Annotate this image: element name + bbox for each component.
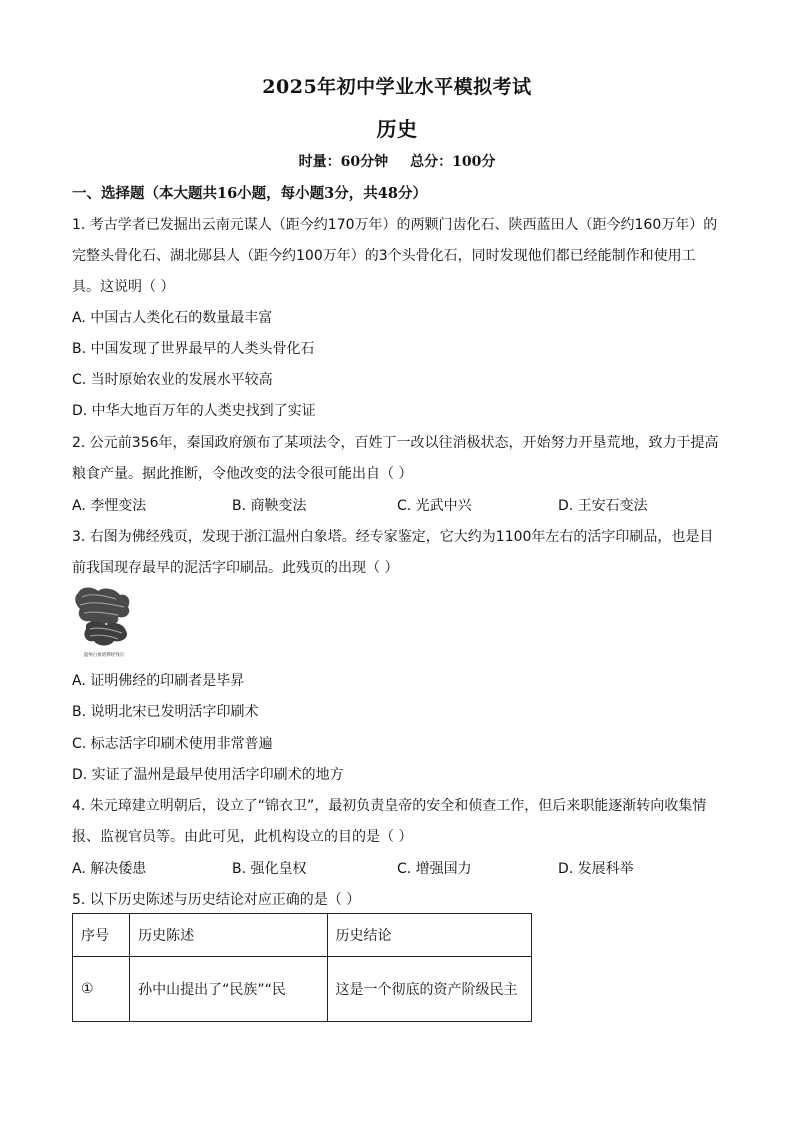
q2-line-1: 2. 公元前356年，秦国政府颁布了某项法令，百姓丁一改以往消极状态，开始努力开垦荒地，致力于提高: [72, 435, 719, 451]
q2-option-b: B. 商鞅变法: [232, 498, 307, 514]
q3-line-1: 3. 右图为佛经残页，发现于浙江温州白象塔。经专家鉴定，它大约为1100年左右的活字印刷品，也是目: [72, 529, 714, 545]
q1-option-d: D. 中华大地百万年的人类史找到了实证: [72, 403, 316, 419]
table-cell: 这是一个彻底的资产阶级民主: [327, 957, 531, 1022]
q3-option-c: C. 标志活字印刷术使用非常普遍: [72, 736, 273, 752]
q4-option-c: C. 增强国力: [397, 861, 472, 877]
table-cell: ①: [73, 957, 130, 1022]
q1-option-a: A. 中国古人类化石的数量最丰富: [72, 310, 273, 326]
q1-option-b: B. 中国发现了世界最早的人类头骨化石: [72, 341, 315, 357]
exam-score: 总分：100分: [410, 154, 496, 170]
q5-line: 5. 以下历史陈述与历史结论对应正确的是（ ）: [72, 892, 361, 908]
table-header-cell: 序号: [73, 914, 130, 957]
q4-option-d: D. 发展科举: [558, 861, 634, 877]
sutra-fragment-drawing: [72, 583, 136, 661]
q2-line-2: 粮食产量。据此推断，令他改变的法令很可能出自（ ）: [72, 466, 413, 482]
history-table: [72, 913, 532, 1022]
q4-line-2: 报、监视官员等。由此可见，此机构设立的目的是（ ）: [72, 829, 413, 845]
exam-meta: [0, 151, 794, 171]
q3-option-b: B. 说明北宋已发明活字印刷术: [72, 704, 259, 720]
table-header-row: [73, 914, 532, 957]
table-row: [73, 957, 532, 1022]
exam-time: 时量：60分钟: [298, 154, 389, 170]
q3-option-a: A. 证明佛经的印刷者是毕昇: [72, 673, 245, 689]
exam-title: 2025年初中学业水平模拟考试: [262, 76, 532, 98]
sutra-fragment-image: [72, 583, 136, 661]
q1-line-1: 1. 考古学者已发掘出云南元谋人（距今约170万年）的两颗门齿化石、陕西蓝田人（距今约160万年）的: [72, 217, 718, 233]
q2-option-c: C. 光武中兴: [397, 498, 472, 514]
subject-title: 历史: [376, 117, 418, 141]
q2-option-a: A. 李悝变法: [72, 498, 147, 514]
q1-option-c: C. 当时原始农业的发展水平较高: [72, 372, 273, 388]
q2-option-d: D. 王安石变法: [558, 498, 648, 514]
q1-line-2: 完整头骨化石、湖北郧县人（距今约100万年）的3个头骨化石，同时发现他们都已经能制作和使用工: [72, 248, 696, 264]
q3-line-2: 前我国现存最早的泥活字印刷品。此残页的出现（ ）: [72, 560, 399, 576]
q1-line-3: 具。这说明（ ）: [72, 279, 175, 295]
section-heading: 一、选择题（本大题共16小题，每小题3分，共48分）: [72, 185, 427, 202]
q4-line-1: 4. 朱元璋建立明朝后，设立了“锦衣卫”，最初负责皇帝的安全和侦查工作，但后来职能逐渐转向收集情: [72, 798, 707, 814]
table-cell: 孙中山提出了“民族”“民: [130, 957, 327, 1022]
table-header-cell: 历史结论: [327, 914, 531, 957]
q4-option-b: B. 强化皇权: [232, 861, 307, 877]
figure-caption: 温州白象塔佛经残页: [83, 653, 125, 658]
q4-option-a: A. 解决倭患: [72, 861, 147, 877]
table-header-cell: 历史陈述: [130, 914, 327, 957]
q3-option-d: D. 实证了温州是最早使用活字印刷术的地方: [72, 767, 344, 783]
